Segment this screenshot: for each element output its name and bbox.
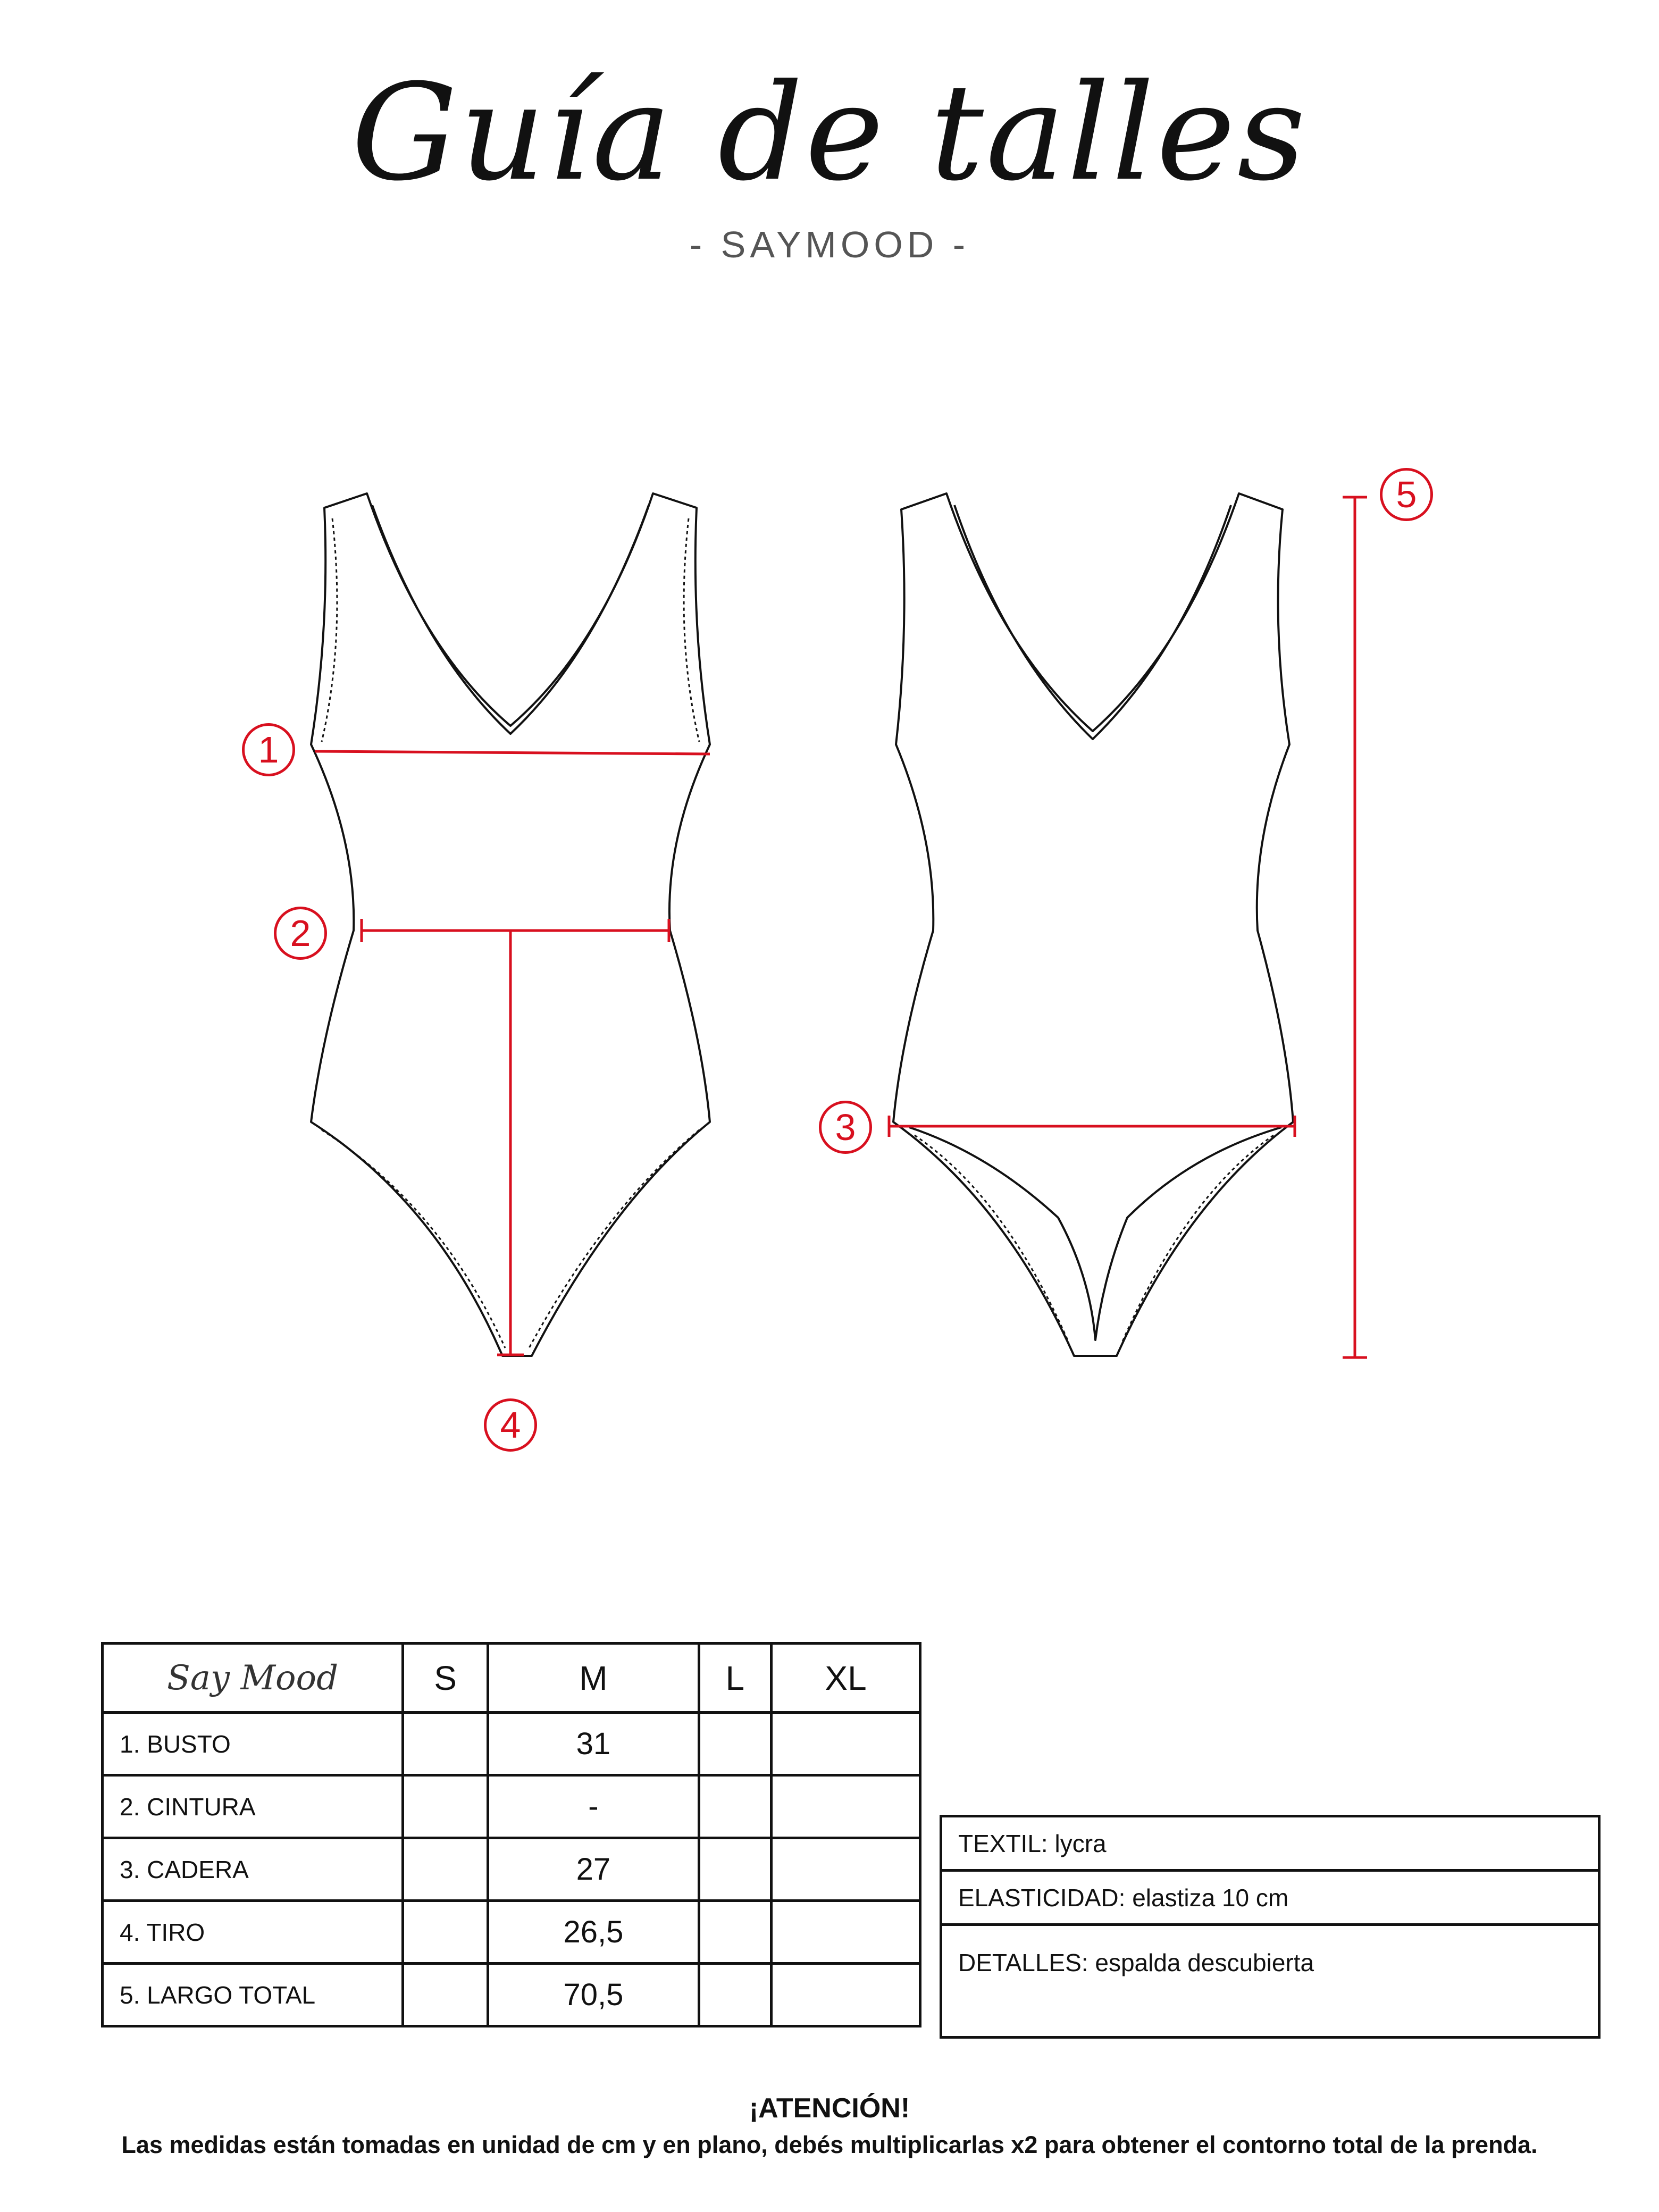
row-label: 4. TIRO xyxy=(103,1901,403,1964)
size-header-row xyxy=(103,1644,920,1713)
table-row xyxy=(103,1775,920,1838)
notice-title: ¡ATENCIÓN! xyxy=(749,2093,910,2124)
cell-value xyxy=(403,1838,488,1901)
cell-value xyxy=(403,1713,488,1775)
cell-value: 70,5 xyxy=(488,1964,699,2026)
cell-value: 31 xyxy=(488,1713,699,1775)
back-neck-inner xyxy=(954,505,1231,739)
table-row xyxy=(103,1713,920,1775)
cell-value xyxy=(699,1775,771,1838)
marker-5: 5 xyxy=(1380,468,1433,521)
table-row xyxy=(103,1838,920,1901)
back-leg-stitch-right xyxy=(1122,1135,1273,1343)
brand-subtitle: - SAYMOOD - xyxy=(689,224,970,265)
size-col-l: L xyxy=(699,1644,771,1713)
cell-value xyxy=(772,1964,920,2026)
brand-logo: Say Mood xyxy=(103,1644,403,1713)
fabric-elasticidad: ELASTICIDAD: elastiza 10 cm xyxy=(941,1871,1599,1925)
marker-4: 4 xyxy=(484,1398,537,1452)
marker-3: 3 xyxy=(819,1101,872,1154)
fabric-row xyxy=(941,1925,1599,2038)
fabric-textil: TEXTIL: lycra xyxy=(941,1816,1599,1871)
measure-line-busto xyxy=(315,751,710,754)
cell-value xyxy=(403,1901,488,1964)
marker-2: 2 xyxy=(274,907,327,960)
front-leg-stitch-left xyxy=(322,1130,505,1348)
cell-value xyxy=(699,1901,771,1964)
cell-value xyxy=(699,1713,771,1775)
row-label: 2. CINTURA xyxy=(103,1775,403,1838)
cell-value: 26,5 xyxy=(488,1901,699,1964)
cell-value: - xyxy=(488,1775,699,1838)
cell-value xyxy=(699,1838,771,1901)
row-label: 5. LARGO TOTAL xyxy=(103,1964,403,2026)
table-row xyxy=(103,1964,920,2026)
size-col-s: S xyxy=(403,1644,488,1713)
back-cutout xyxy=(909,1127,1281,1340)
cell-value xyxy=(772,1775,920,1838)
cell-value xyxy=(772,1838,920,1901)
cell-value xyxy=(772,1713,920,1775)
notice-text: Las medidas están tomadas en unidad de cm y en plano, debés multiplicarlas x2 para obtener el contorno total de la prenda. xyxy=(121,2131,1538,2158)
size-table xyxy=(101,1642,921,2027)
row-label: 3. CADERA xyxy=(103,1838,403,1901)
table-row xyxy=(103,1901,920,1964)
size-col-xl: XL xyxy=(772,1644,920,1713)
fabric-details-table xyxy=(940,1815,1601,2039)
fabric-row xyxy=(941,1871,1599,1925)
page-title: Guía de talles xyxy=(351,55,1308,210)
cell-value xyxy=(403,1964,488,2026)
cell-value xyxy=(772,1901,920,1964)
row-label: 1. BUSTO xyxy=(103,1713,403,1775)
cell-value: 27 xyxy=(488,1838,699,1901)
marker-1: 1 xyxy=(242,723,295,776)
front-neck-inner xyxy=(372,505,649,734)
fabric-row xyxy=(941,1816,1599,1871)
size-col-m: M xyxy=(488,1644,699,1713)
cell-value xyxy=(699,1964,771,2026)
back-bodysuit-outline xyxy=(893,493,1293,1356)
fabric-detalles: DETALLES: espalda descubierta xyxy=(941,1925,1599,2038)
cell-value xyxy=(403,1775,488,1838)
